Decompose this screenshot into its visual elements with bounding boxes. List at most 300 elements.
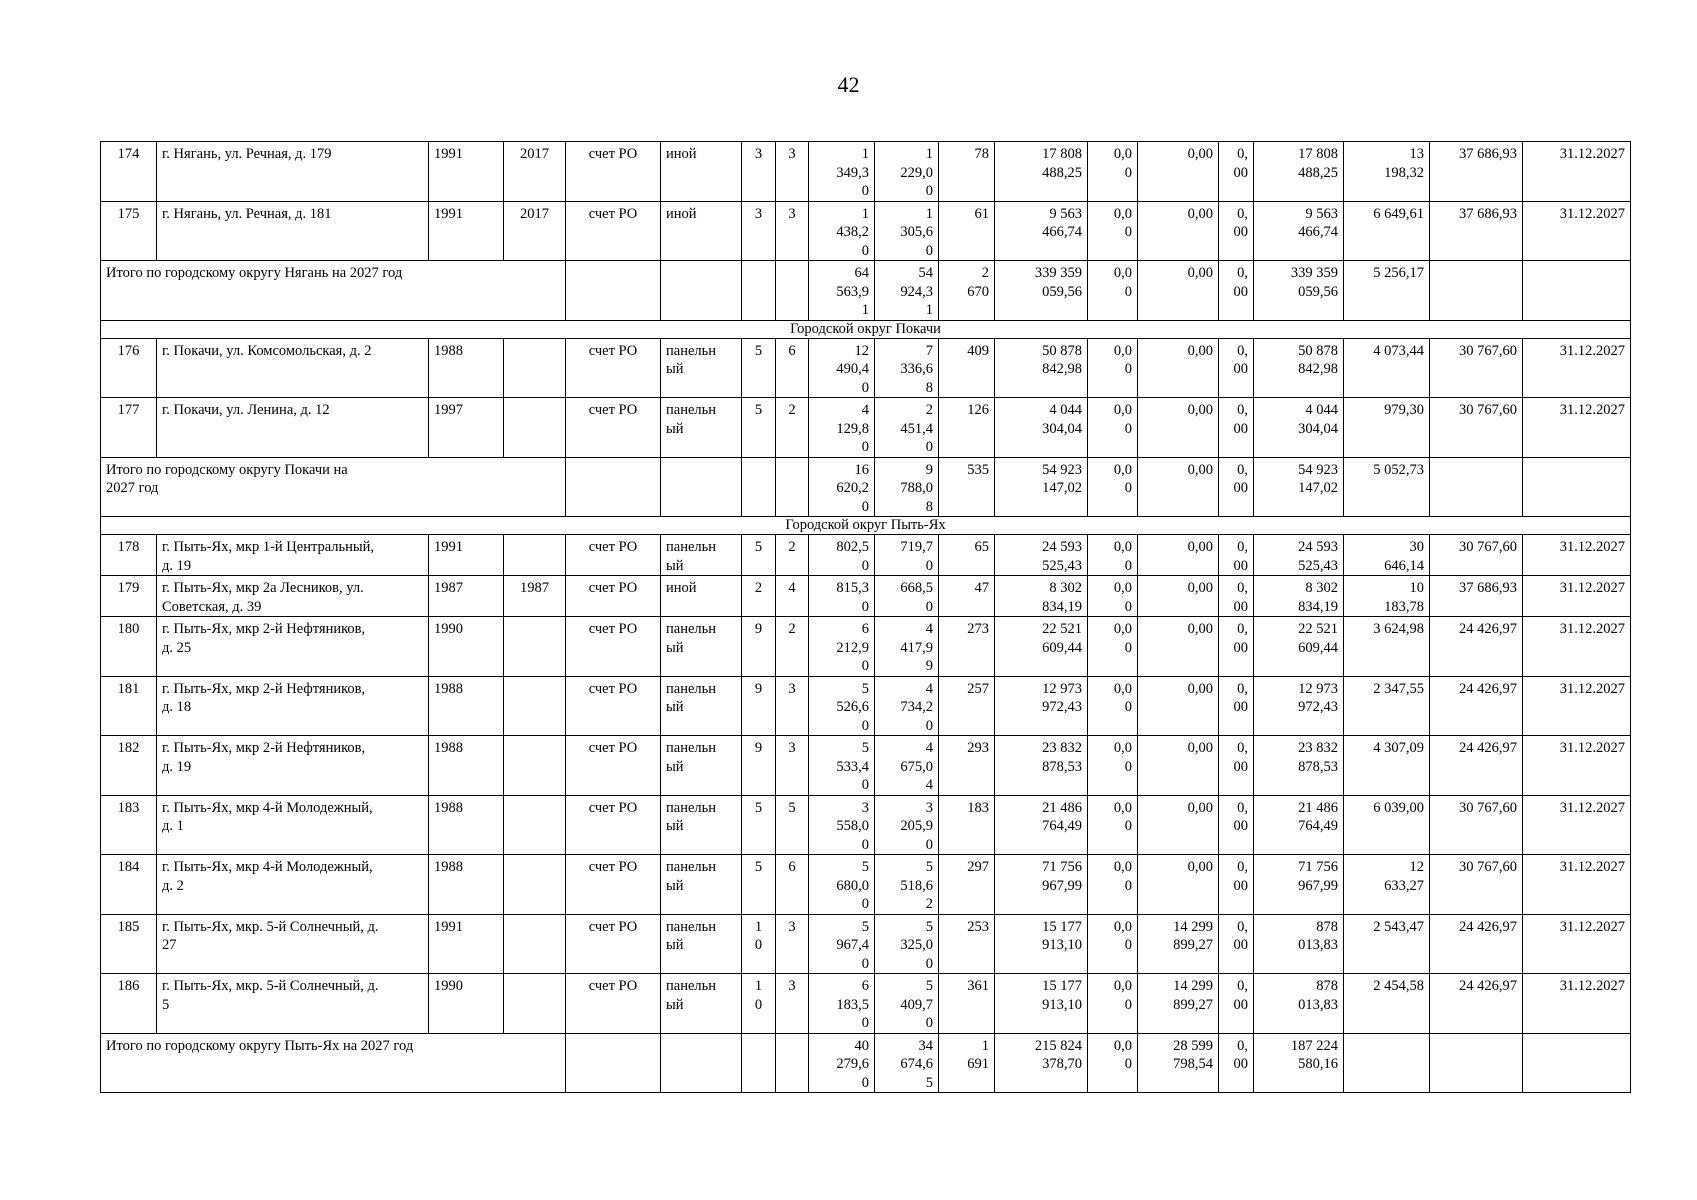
deadline-cell: 31.12.2027: [1523, 142, 1631, 202]
specific-cost-cell: 30 646,14: [1344, 535, 1430, 576]
total-cost-cell: 9 563 466,74: [995, 201, 1088, 261]
living-area-cell: 3 205,9 0: [875, 795, 939, 855]
specific-cost-cell: [1344, 1033, 1430, 1093]
total-area-cell: 1 349,3 0: [809, 142, 875, 202]
total-area-cell: 5 526,6 0: [809, 676, 875, 736]
total-label: Итого по городскому округу Пыть-Ях на 2027 год: [101, 1033, 566, 1093]
row-number-cell: 184: [101, 855, 157, 915]
housing-register-table: [100, 141, 1631, 1093]
total-empty-cell: [1523, 261, 1631, 321]
owner-funds-cell: 22 521 609,44: [1254, 617, 1344, 677]
federal-funds-cell: 0,0 0: [1088, 261, 1138, 321]
local-funds-cell: 0, 00: [1219, 736, 1254, 796]
wall-material-cell: панельн ый: [661, 914, 742, 974]
total-cost-cell: 215 824 378,70: [995, 1033, 1088, 1093]
local-funds-cell: 0, 00: [1219, 914, 1254, 974]
total-empty-cell: [1523, 1033, 1631, 1093]
section-heading-row: [101, 517, 1631, 535]
federal-funds-cell: 0,0 0: [1088, 201, 1138, 261]
total-area-cell: 815,3 0: [809, 576, 875, 617]
local-funds-cell: 0, 00: [1219, 338, 1254, 398]
regional-funds-cell: 0,00: [1138, 736, 1219, 796]
total-empty-cell: [776, 1033, 809, 1093]
deadline-cell: 31.12.2027: [1523, 338, 1631, 398]
fund-method-cell: счет РО: [566, 576, 661, 617]
total-empty-cell: [742, 261, 776, 321]
specific-cost-cell: 5 052,73: [1344, 457, 1430, 517]
total-row: [101, 261, 1631, 321]
entrances-cell: 5: [776, 795, 809, 855]
living-area-cell: 5 325,0 0: [875, 914, 939, 974]
cost-limit-cell: 24 426,97: [1430, 974, 1523, 1034]
total-cost-cell: 23 832 878,53: [995, 736, 1088, 796]
living-area-cell: 54 924,3 1: [875, 261, 939, 321]
federal-funds-cell: 0,0 0: [1088, 338, 1138, 398]
owner-funds-cell: 50 878 842,98: [1254, 338, 1344, 398]
residents-cell: 293: [939, 736, 995, 796]
address-cell: г. Пыть-Ях, мкр 2-й Нефтяников, д. 18: [157, 676, 429, 736]
total-empty-cell: [776, 261, 809, 321]
repair-year-cell: [504, 338, 566, 398]
residents-cell: 47: [939, 576, 995, 617]
residents-cell: 78: [939, 142, 995, 202]
fund-method-cell: счет РО: [566, 795, 661, 855]
wall-material-cell: панельн ый: [661, 974, 742, 1034]
fund-method-cell: счет РО: [566, 676, 661, 736]
residents-cell: 1 691: [939, 1033, 995, 1093]
owner-funds-cell: 187 224 580,16: [1254, 1033, 1344, 1093]
living-area-cell: 4 675,0 4: [875, 736, 939, 796]
local-funds-cell: 0, 00: [1219, 974, 1254, 1034]
specific-cost-cell: 2 454,58: [1344, 974, 1430, 1034]
total-empty-cell: [1430, 261, 1523, 321]
floors-cell: 5: [742, 338, 776, 398]
deadline-cell: 31.12.2027: [1523, 974, 1631, 1034]
entrances-cell: 3: [776, 974, 809, 1034]
total-label: Итого по городскому округу Покачи на 2027 год: [101, 457, 566, 517]
wall-material-cell: иной: [661, 142, 742, 202]
address-cell: г. Нягань, ул. Речная, д. 179: [157, 142, 429, 202]
total-empty-cell: [566, 261, 661, 321]
cost-limit-cell: 30 767,60: [1430, 338, 1523, 398]
section-heading-row: [101, 320, 1631, 338]
entrances-cell: 4: [776, 576, 809, 617]
entrances-cell: 3: [776, 201, 809, 261]
table-row: [101, 676, 1631, 736]
living-area-cell: 4 734,2 0: [875, 676, 939, 736]
repair-year-cell: [504, 914, 566, 974]
total-area-cell: 12 490,4 0: [809, 338, 875, 398]
floors-cell: 1 0: [742, 914, 776, 974]
entrances-cell: 6: [776, 338, 809, 398]
wall-material-cell: иной: [661, 576, 742, 617]
row-number-cell: 186: [101, 974, 157, 1034]
floors-cell: 5: [742, 535, 776, 576]
table-row: [101, 201, 1631, 261]
total-empty-cell: [566, 457, 661, 517]
cost-limit-cell: 24 426,97: [1430, 736, 1523, 796]
regional-funds-cell: 14 299 899,27: [1138, 914, 1219, 974]
wall-material-cell: панельн ый: [661, 795, 742, 855]
address-cell: г. Нягань, ул. Речная, д. 181: [157, 201, 429, 261]
local-funds-cell: 0, 00: [1219, 457, 1254, 517]
local-funds-cell: 0, 00: [1219, 676, 1254, 736]
total-cost-cell: 22 521 609,44: [995, 617, 1088, 677]
address-cell: г. Покачи, ул. Ленина, д. 12: [157, 398, 429, 458]
residents-cell: 253: [939, 914, 995, 974]
total-cost-cell: 21 486 764,49: [995, 795, 1088, 855]
total-area-cell: 4 129,8 0: [809, 398, 875, 458]
regional-funds-cell: 0,00: [1138, 142, 1219, 202]
total-empty-cell: [742, 457, 776, 517]
federal-funds-cell: 0,0 0: [1088, 617, 1138, 677]
row-number-cell: 183: [101, 795, 157, 855]
federal-funds-cell: 0,0 0: [1088, 736, 1138, 796]
table-row: [101, 855, 1631, 915]
repair-year-cell: [504, 974, 566, 1034]
federal-funds-cell: 0,0 0: [1088, 974, 1138, 1034]
residents-cell: 2 670: [939, 261, 995, 321]
table-row: [101, 398, 1631, 458]
floors-cell: 1 0: [742, 974, 776, 1034]
table-row: [101, 535, 1631, 576]
section-heading: Городской округ Покачи: [101, 320, 1631, 338]
table-row: [101, 736, 1631, 796]
total-empty-cell: [661, 457, 742, 517]
local-funds-cell: 0, 00: [1219, 576, 1254, 617]
address-cell: г. Пыть-Ях, мкр. 5-й Солнечный, д. 5: [157, 974, 429, 1034]
owner-funds-cell: 4 044 304,04: [1254, 398, 1344, 458]
federal-funds-cell: 0,0 0: [1088, 576, 1138, 617]
build-year-cell: 1987: [429, 576, 504, 617]
row-number-cell: 178: [101, 535, 157, 576]
deadline-cell: 31.12.2027: [1523, 676, 1631, 736]
living-area-cell: 7 336,6 8: [875, 338, 939, 398]
regional-funds-cell: 0,00: [1138, 855, 1219, 915]
build-year-cell: 1988: [429, 338, 504, 398]
total-cost-cell: 17 808 488,25: [995, 142, 1088, 202]
fund-method-cell: счет РО: [566, 338, 661, 398]
fund-method-cell: счет РО: [566, 914, 661, 974]
deadline-cell: 31.12.2027: [1523, 617, 1631, 677]
owner-funds-cell: 17 808 488,25: [1254, 142, 1344, 202]
regional-funds-cell: 0,00: [1138, 617, 1219, 677]
cost-limit-cell: 24 426,97: [1430, 617, 1523, 677]
residents-cell: 183: [939, 795, 995, 855]
total-area-cell: 5 967,4 0: [809, 914, 875, 974]
table-row: [101, 974, 1631, 1034]
cost-limit-cell: 30 767,60: [1430, 795, 1523, 855]
total-empty-cell: [661, 261, 742, 321]
specific-cost-cell: 10 183,78: [1344, 576, 1430, 617]
residents-cell: 297: [939, 855, 995, 915]
total-empty-cell: [776, 457, 809, 517]
cost-limit-cell: 30 767,60: [1430, 855, 1523, 915]
repair-year-cell: [504, 855, 566, 915]
specific-cost-cell: 2 543,47: [1344, 914, 1430, 974]
specific-cost-cell: 13 198,32: [1344, 142, 1430, 202]
total-cost-cell: 54 923 147,02: [995, 457, 1088, 517]
owner-funds-cell: 9 563 466,74: [1254, 201, 1344, 261]
floors-cell: 9: [742, 617, 776, 677]
cost-limit-cell: 24 426,97: [1430, 676, 1523, 736]
total-cost-cell: 8 302 834,19: [995, 576, 1088, 617]
local-funds-cell: 0, 00: [1219, 261, 1254, 321]
floors-cell: 3: [742, 201, 776, 261]
specific-cost-cell: 5 256,17: [1344, 261, 1430, 321]
build-year-cell: 1990: [429, 974, 504, 1034]
total-area-cell: 64 563,9 1: [809, 261, 875, 321]
entrances-cell: 6: [776, 855, 809, 915]
specific-cost-cell: 4 073,44: [1344, 338, 1430, 398]
fund-method-cell: счет РО: [566, 855, 661, 915]
living-area-cell: 5 409,7 0: [875, 974, 939, 1034]
local-funds-cell: 0, 00: [1219, 855, 1254, 915]
row-number-cell: 174: [101, 142, 157, 202]
page-number: 42: [837, 72, 860, 97]
total-area-cell: 5 680,0 0: [809, 855, 875, 915]
living-area-cell: 1 305,6 0: [875, 201, 939, 261]
floors-cell: 2: [742, 576, 776, 617]
specific-cost-cell: 6 039,00: [1344, 795, 1430, 855]
total-empty-cell: [661, 1033, 742, 1093]
deadline-cell: 31.12.2027: [1523, 398, 1631, 458]
wall-material-cell: панельн ый: [661, 398, 742, 458]
residents-cell: 535: [939, 457, 995, 517]
specific-cost-cell: 12 633,27: [1344, 855, 1430, 915]
local-funds-cell: 0, 00: [1219, 201, 1254, 261]
repair-year-cell: [504, 398, 566, 458]
federal-funds-cell: 0,0 0: [1088, 398, 1138, 458]
deadline-cell: 31.12.2027: [1523, 914, 1631, 974]
floors-cell: 5: [742, 855, 776, 915]
wall-material-cell: панельн ый: [661, 736, 742, 796]
cost-limit-cell: 30 767,60: [1430, 398, 1523, 458]
section-heading: Городской округ Пыть-Ях: [101, 517, 1631, 535]
repair-year-cell: 1987: [504, 576, 566, 617]
regional-funds-cell: 0,00: [1138, 338, 1219, 398]
wall-material-cell: панельн ый: [661, 855, 742, 915]
entrances-cell: 3: [776, 676, 809, 736]
residents-cell: 126: [939, 398, 995, 458]
living-area-cell: 5 518,6 2: [875, 855, 939, 915]
entrances-cell: 2: [776, 617, 809, 677]
local-funds-cell: 0, 00: [1219, 1033, 1254, 1093]
owner-funds-cell: 8 302 834,19: [1254, 576, 1344, 617]
build-year-cell: 1988: [429, 736, 504, 796]
wall-material-cell: панельн ый: [661, 617, 742, 677]
fund-method-cell: счет РО: [566, 142, 661, 202]
build-year-cell: 1990: [429, 617, 504, 677]
total-cost-cell: 4 044 304,04: [995, 398, 1088, 458]
total-area-cell: 6 183,5 0: [809, 974, 875, 1034]
total-cost-cell: 12 973 972,43: [995, 676, 1088, 736]
wall-material-cell: панельн ый: [661, 535, 742, 576]
total-area-cell: 5 533,4 0: [809, 736, 875, 796]
living-area-cell: 1 229,0 0: [875, 142, 939, 202]
local-funds-cell: 0, 00: [1219, 142, 1254, 202]
total-area-cell: 1 438,2 0: [809, 201, 875, 261]
total-area-cell: 3 558,0 0: [809, 795, 875, 855]
regional-funds-cell: 0,00: [1138, 795, 1219, 855]
entrances-cell: 3: [776, 914, 809, 974]
fund-method-cell: счет РО: [566, 617, 661, 677]
total-label: Итого по городскому округу Нягань на 2027 год: [101, 261, 566, 321]
living-area-cell: 2 451,4 0: [875, 398, 939, 458]
total-cost-cell: 50 878 842,98: [995, 338, 1088, 398]
residents-cell: 409: [939, 338, 995, 398]
owner-funds-cell: 12 973 972,43: [1254, 676, 1344, 736]
total-empty-cell: [566, 1033, 661, 1093]
wall-material-cell: панельн ый: [661, 676, 742, 736]
entrances-cell: 2: [776, 535, 809, 576]
row-number-cell: 179: [101, 576, 157, 617]
build-year-cell: 1988: [429, 795, 504, 855]
residents-cell: 257: [939, 676, 995, 736]
cost-limit-cell: 37 686,93: [1430, 142, 1523, 202]
regional-funds-cell: 0,00: [1138, 261, 1219, 321]
regional-funds-cell: 0,00: [1138, 676, 1219, 736]
total-cost-cell: 15 177 913,10: [995, 914, 1088, 974]
floors-cell: 9: [742, 676, 776, 736]
specific-cost-cell: 6 649,61: [1344, 201, 1430, 261]
table-row: [101, 142, 1631, 202]
total-row: [101, 1033, 1631, 1093]
address-cell: г. Пыть-Ях, мкр 4-й Молодежный, д. 2: [157, 855, 429, 915]
fund-method-cell: счет РО: [566, 535, 661, 576]
owner-funds-cell: 23 832 878,53: [1254, 736, 1344, 796]
residents-cell: 65: [939, 535, 995, 576]
deadline-cell: 31.12.2027: [1523, 855, 1631, 915]
living-area-cell: 719,7 0: [875, 535, 939, 576]
address-cell: г. Покачи, ул. Комсомольская, д. 2: [157, 338, 429, 398]
local-funds-cell: 0, 00: [1219, 398, 1254, 458]
table-row: [101, 914, 1631, 974]
cost-limit-cell: 24 426,97: [1430, 914, 1523, 974]
owner-funds-cell: 71 756 967,99: [1254, 855, 1344, 915]
entrances-cell: 3: [776, 142, 809, 202]
regional-funds-cell: 0,00: [1138, 535, 1219, 576]
total-area-cell: 40 279,6 0: [809, 1033, 875, 1093]
living-area-cell: 4 417,9 9: [875, 617, 939, 677]
total-cost-cell: 339 359 059,56: [995, 261, 1088, 321]
row-number-cell: 182: [101, 736, 157, 796]
row-number-cell: 177: [101, 398, 157, 458]
residents-cell: 361: [939, 974, 995, 1034]
repair-year-cell: [504, 676, 566, 736]
federal-funds-cell: 0,0 0: [1088, 855, 1138, 915]
total-area-cell: 802,5 0: [809, 535, 875, 576]
regional-funds-cell: 0,00: [1138, 398, 1219, 458]
total-cost-cell: 71 756 967,99: [995, 855, 1088, 915]
row-number-cell: 176: [101, 338, 157, 398]
federal-funds-cell: 0,0 0: [1088, 914, 1138, 974]
build-year-cell: 1991: [429, 535, 504, 576]
floors-cell: 5: [742, 398, 776, 458]
total-area-cell: 6 212,9 0: [809, 617, 875, 677]
total-row: [101, 457, 1631, 517]
specific-cost-cell: 3 624,98: [1344, 617, 1430, 677]
owner-funds-cell: 24 593 525,43: [1254, 535, 1344, 576]
build-year-cell: 1991: [429, 142, 504, 202]
owner-funds-cell: 54 923 147,02: [1254, 457, 1344, 517]
regional-funds-cell: 0,00: [1138, 457, 1219, 517]
table-row: [101, 795, 1631, 855]
row-number-cell: 185: [101, 914, 157, 974]
total-empty-cell: [1430, 457, 1523, 517]
regional-funds-cell: 0,00: [1138, 201, 1219, 261]
build-year-cell: 1991: [429, 201, 504, 261]
address-cell: г. Пыть-Ях, мкр. 5-й Солнечный, д. 27: [157, 914, 429, 974]
entrances-cell: 2: [776, 398, 809, 458]
repair-year-cell: 2017: [504, 201, 566, 261]
build-year-cell: 1997: [429, 398, 504, 458]
federal-funds-cell: 0,0 0: [1088, 457, 1138, 517]
total-cost-cell: 15 177 913,10: [995, 974, 1088, 1034]
total-empty-cell: [742, 1033, 776, 1093]
federal-funds-cell: 0,0 0: [1088, 676, 1138, 736]
wall-material-cell: панельн ый: [661, 338, 742, 398]
wall-material-cell: иной: [661, 201, 742, 261]
table-row: [101, 338, 1631, 398]
specific-cost-cell: 4 307,09: [1344, 736, 1430, 796]
repair-year-cell: [504, 736, 566, 796]
build-year-cell: 1991: [429, 914, 504, 974]
build-year-cell: 1988: [429, 676, 504, 736]
cost-limit-cell: 30 767,60: [1430, 535, 1523, 576]
local-funds-cell: 0, 00: [1219, 617, 1254, 677]
local-funds-cell: 0, 00: [1219, 535, 1254, 576]
row-number-cell: 180: [101, 617, 157, 677]
residents-cell: 273: [939, 617, 995, 677]
repair-year-cell: [504, 617, 566, 677]
regional-funds-cell: 28 599 798,54: [1138, 1033, 1219, 1093]
total-cost-cell: 24 593 525,43: [995, 535, 1088, 576]
owner-funds-cell: 339 359 059,56: [1254, 261, 1344, 321]
total-empty-cell: [1523, 457, 1631, 517]
federal-funds-cell: 0,0 0: [1088, 142, 1138, 202]
owner-funds-cell: 878 013,83: [1254, 974, 1344, 1034]
specific-cost-cell: 979,30: [1344, 398, 1430, 458]
deadline-cell: 31.12.2027: [1523, 576, 1631, 617]
floors-cell: 5: [742, 795, 776, 855]
cost-limit-cell: 37 686,93: [1430, 201, 1523, 261]
fund-method-cell: счет РО: [566, 201, 661, 261]
regional-funds-cell: 14 299 899,27: [1138, 974, 1219, 1034]
total-empty-cell: [1430, 1033, 1523, 1093]
owner-funds-cell: 21 486 764,49: [1254, 795, 1344, 855]
cost-limit-cell: 37 686,93: [1430, 576, 1523, 617]
living-area-cell: 34 674,6 5: [875, 1033, 939, 1093]
entrances-cell: 3: [776, 736, 809, 796]
address-cell: г. Пыть-Ях, мкр 2а Лесников, ул. Советская, д. 39: [157, 576, 429, 617]
floors-cell: 9: [742, 736, 776, 796]
repair-year-cell: [504, 795, 566, 855]
fund-method-cell: счет РО: [566, 398, 661, 458]
owner-funds-cell: 878 013,83: [1254, 914, 1344, 974]
address-cell: г. Пыть-Ях, мкр 2-й Нефтяников, д. 19: [157, 736, 429, 796]
repair-year-cell: [504, 535, 566, 576]
repair-year-cell: 2017: [504, 142, 566, 202]
living-area-cell: 668,5 0: [875, 576, 939, 617]
fund-method-cell: счет РО: [566, 974, 661, 1034]
deadline-cell: 31.12.2027: [1523, 535, 1631, 576]
fund-method-cell: счет РО: [566, 736, 661, 796]
row-number-cell: 175: [101, 201, 157, 261]
federal-funds-cell: 0,0 0: [1088, 1033, 1138, 1093]
address-cell: г. Пыть-Ях, мкр 4-й Молодежный, д. 1: [157, 795, 429, 855]
federal-funds-cell: 0,0 0: [1088, 535, 1138, 576]
